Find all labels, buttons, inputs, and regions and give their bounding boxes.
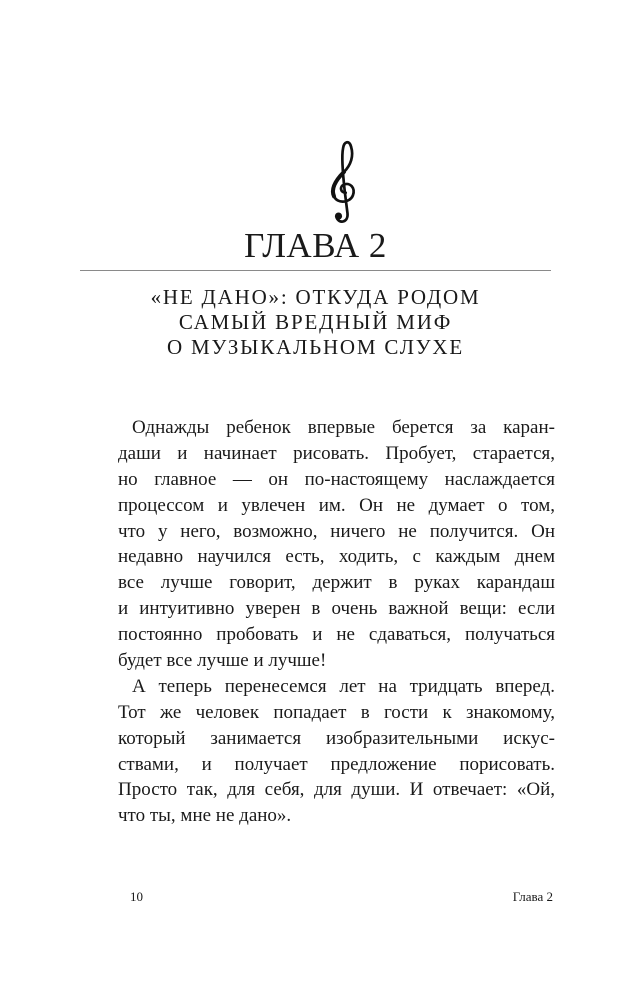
- paragraph: [118, 415, 555, 674]
- text-line: что ты, мне не дано».: [118, 805, 292, 827]
- text-line: будет все лучше и лучше!: [118, 650, 327, 672]
- text-line: что у него, возможно, ничего не получится. Он: [118, 520, 555, 542]
- text-line: Однажды ребенок впервые берется за каран-: [132, 417, 555, 438]
- text-line: все лучше говорит, держит в руках карандаш: [118, 572, 555, 594]
- text-line: Тот же человек попадает в гости к знакомому,: [118, 701, 555, 723]
- title-divider: [80, 270, 551, 271]
- text-line: ствами, и получает предложение порисовать.: [118, 753, 555, 775]
- subtitle-line: О МУЗЫКАЛЬНОМ СЛУХЕ: [166, 335, 465, 359]
- page-number: 10: [130, 889, 143, 904]
- text-line: недавно научился есть, ходить, с каждым днем: [118, 546, 555, 568]
- text-line: даши и начинает рисовать. Пробует, старается,: [118, 442, 555, 464]
- running-title: Глава 2: [512, 889, 553, 904]
- text-line: и интуитивно уверен в очень важной вещи: если: [118, 598, 555, 620]
- body-text: [118, 415, 555, 829]
- chapter-title: ГЛАВА 2: [244, 226, 387, 265]
- subtitle-line: САМЫЙ ВРЕДНЫЙ МИФ: [178, 310, 453, 334]
- text-line: Просто так, для себя, для души. И отвечает: «Ой,: [118, 779, 555, 801]
- text-line: постоянно пробовать и не сдаваться, получаться: [118, 624, 555, 646]
- text-line: процессом и увлечен им. Он не думает о том,: [118, 494, 555, 516]
- treble-clef-icon: [325, 136, 361, 226]
- text-line: но главное — он по-настоящему наслаждается: [118, 468, 555, 490]
- chapter-subtitle: [0, 285, 631, 360]
- text-line: который занимается изобразительными искус-: [118, 727, 555, 749]
- paragraph: [118, 674, 555, 829]
- text-line: А теперь перенесемся лет на тридцать вперед.: [132, 675, 555, 697]
- subtitle-line: «НЕ ДАНО»: ОТКУДА РОДОМ: [150, 285, 481, 309]
